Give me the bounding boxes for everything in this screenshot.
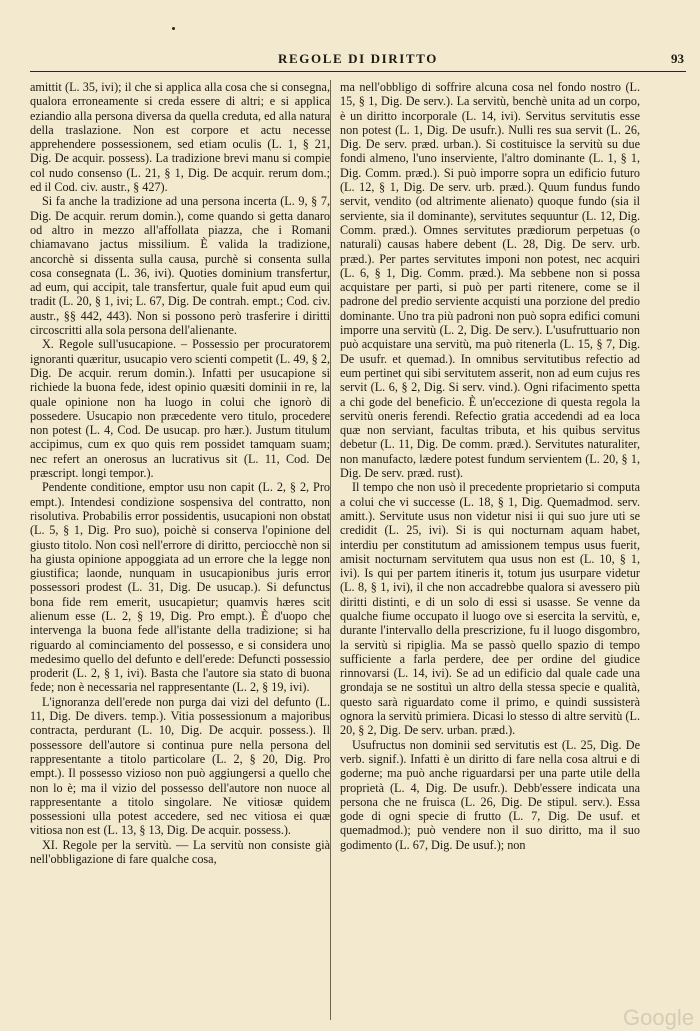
paragraph: X. Regole sull'usucapione. – Possessio per procuratorem ignoranti quæritur, usucapio vero scienti competit (L. 49, § 2, Dig. De acquir. rerum domin.). Infatti per usucapione si richiede la buona fede, idest opinio quæsiti dominii in re, la quale opinione non ha luogo in colui che ignorò di possedere. Usucapio non præcedente vero titulo, procedere non potest (L. 4, Cod. De usucap. pro hær.). Justum titulum accipimus, cum ex quo quis rem possidet tamquam suam; nec refert an onerosus an lucrativus sit (L. 11, Cod. De præscript. longi tempor.). — [30, 337, 330, 481]
watermark: Google — [623, 1005, 694, 1030]
paragraph: Si fa anche la tradizione ad una persona incerta (L. 9, § 7, Dig. De acquir. rerum domin.), come quando si getta danaro od altro in mezzo all'affollata piazza, che i Romani chiamavano jactus missilium. È valida la tradizione, ancorchè si dissenta sulla causa, purchè si consenta sulla cosa consegnata (L. 36, ivi). Quoties dominium transfertur, ad eum, qui accipit, tale transfertur, quale fuit apud eum qui tradit (L. 20, § 1, ivi; L. 67, Dig. De contrah. empt.; Cod. civ. austr., §§ 442, 443). Non si possono però trasferire i diritti circoscritti alla sola persona dell'alienante. — [30, 194, 330, 338]
left-column — [30, 80, 330, 866]
paragraph: Pendente conditione, emptor usu non capit (L. 2, § 2, Pro empt.). Intendesi condizione sospensiva del contratto, non risolutiva. Probabilis error possidentis, usucapioni non obstat (L. 5, § 1, Dig. Pro suo), poichè si conserva l'opinione del giusto titolo. Non così nell'errore di diritto, perciocchè non si ha giusta opinione appoggiata ad un errore che la legge non giustifica; laonde, nunquam in usucapionibus juris error possessori prodest (L. 31, Dig. De usucap.). Si defunctus bona fide rem emerit, usucapietur; quamvis hæres scit alienum esse (L. 2, § 19, Dig. Pro empt.). È d'uopo che intervenga la buona fede all'istante della tradizione; si ha riguardo al cominciamento del possesso, e si considera uno medesimo quello del defunto e dell'erede: Defuncti possessio proderit (L. 2, § 1, ivi). Basta che l'autore sia stato di buona fede; non è necessaria nel rappresentante (L. 2, § 19, ivi). — [30, 480, 330, 695]
column-divider — [330, 80, 331, 1020]
paragraph: Il tempo che non usò il precedente proprietario si computa a colui che vi successe (L. 18, § 1, Dig. Quemadmod. serv. amitt.). Servitute usus non videtur nisi ii qui suo jure uti se credidit (L. 25, ivi). Si is qui nocturnam aquam habet, interdiu per constitutum ad amissionem tempus usus fuerit, amisit nocturnam servitutem qua usus non est (L. 10, § 1, ivi). Is qui per partem itineris it, totum jus usurpare videtur (L. 8, § 1, ivi), il che non accadrebbe qualora si avessero più diritti distinti, e di un solo di essi si usasse. Se venne da qualche fiume occupato il luogo ove si esercita la servitù, e, durante l'intervallo della prescrizione, fu il luogo disgombro, la servitù si ripiglia. Ma se passò quello spazio di tempo sufficiente a farla perdere, dee per ordine del giudice rinnovarsi (L. 14, ivi). Se ad un edificio dal quale cade una grondaja se ne sostituì un altro della stessa specie e qualità, questo sarà riguardato come il primo, e quindi sussisterà ognora la servitù primiera. Dicasi lo stesso di altre servitù (L. 20, § 2, Dig. De serv. urban. præd.). — [340, 480, 640, 738]
paragraph: ma nell'obbligo di soffrire alcuna cosa nel fondo nostro (L. 15, § 1, Dig. De serv.). La servitù, benchè unita ad un corpo, è un diritto incorporale (L. 14, ivi). Servitus servitutis esse non potest (L. 1, Dig. De usufr.). Nulli res sua servit (L. 26, Dig. De serv. præd. urban.). Si costituisce la servitù su due fondi almeno, l'uno inserviente, l'altro dominante (L. 1, § 1, Dig. Comm. præd.). Si può imporre sopra un edificio futuro (L. 12, § 1, Dig. De serv. urb. præd.). Quum fundus fundo servit, vendito (od altrimente alienato) quoque fundo (sia il serviente, sia il dominante), servitutes sequuntur (L. 12, Dig. Comm. præd.). Omnes servitutes prædiorum perpetuas (o naturali) causas habere debent (L. 28, Dig. De serv. urb. præd.). Per partes servitutes imponi non potest, nec acquiri (L. 6, § 1, Dig. Comm. præd.). Ma sebbene non si possa acquistare per parti, si può per parti ritenere, come se il padrone del predio serviente acquisti una porzione del predio dominante. Uno tra più padroni non può sopra edifici comuni imporre una servitù (L. 2, Dig. De serv.). L'usufruttuario non può acquistare una servitù, ma può ritenerla (L. 15, § 7, Dig. De usufr. et quemad.). In omnibus servitutibus refectio ad eum pertinet qui sibi servitutem asserit, non ad eum cujus res servit (L. 6, § 2, Dig. Si serv. vind.). Ogni rifacimento spetta a chi gode del beneficio. È un'eccezione di questa regola la servitù oneris ferendi. Refectio gratia accedendi ad ea loca quæ non serviant, facultas tributa, et his quibus servitus debetur (L. 11, Dig. De comm. præd.). Servitutes naturaliter, non manufacto, lædere potest fundum servientem (L. 20, § 1, Dig. De serv. præd. rust). — [340, 80, 640, 481]
right-column — [340, 80, 640, 852]
ink-speck — [172, 27, 175, 30]
paragraph: L'ignoranza dell'erede non purga dai vizi del defunto (L. 11, Dig. De divers. temp.). Vitia possessionum a majoribus contracta, perdurant (L. 10, Dig. De acquir. possess.). Il possessore dell'autore si continua pure nella persona del rappresentante a titolo particolare (L. 2, § 20, Dig. Pro empt.). Il possesso vizioso non può aggiungersi a quello che non lo è; ma il vizio del possesso dell'autore non nuoce al rappresentante a titolo singolare. Ne vitiosæ quidem possessioni ulla potest accedere, sed nec vitiosa ei quæ vitiosa non est (L. 13, § 13, Dig. De acquir. possess.). — [30, 694, 330, 838]
page-header — [30, 49, 686, 72]
paragraph: Usufructus non dominii sed servitutis est (L. 25, Dig. De verb. signif.). Infatti è un diritto di fare nella cosa altrui e di goderne; ma può anche riguardarsi per una parte utile della proprietà (L. 4, Dig. De usufr.). Debb'essere indicata una persona che ne fruisca (L. 26, Dig. De stipul. serv.). Essa gode di ogni specie di frutto (L. 7, Dig. De usuf. et quemadmod.); può vendere non il suo diritto, ma il suo godimento (L. 67, Dig. De usuf.); non — [340, 737, 640, 852]
running-title: REGOLE DI DIRITTO — [278, 51, 438, 66]
paragraph: XI. Regole per la servitù. — La servitù non consiste già nell'obbligazione di fare qualche cosa, — [30, 837, 330, 867]
paragraph: amittit (L. 35, ivi); il che si applica alla cosa che si consegna, qualora erroneamente si creda essere di altri; e si applica eziandio alla persona diversa da quella creduta, ed alla natura della traslazione. Non est corpore et actu necesse apprehendere possessionem, sed etiam oculis (L. 1, § 21, Dig. De acquir. possess). La tradizione brevi manu si compie col nudo consenso (L. 21, § 1, Dig. De acquir. rerum dom.; ed il Cod. civ. austr., § 427). — [30, 80, 330, 195]
page-number: 93 — [671, 51, 684, 66]
